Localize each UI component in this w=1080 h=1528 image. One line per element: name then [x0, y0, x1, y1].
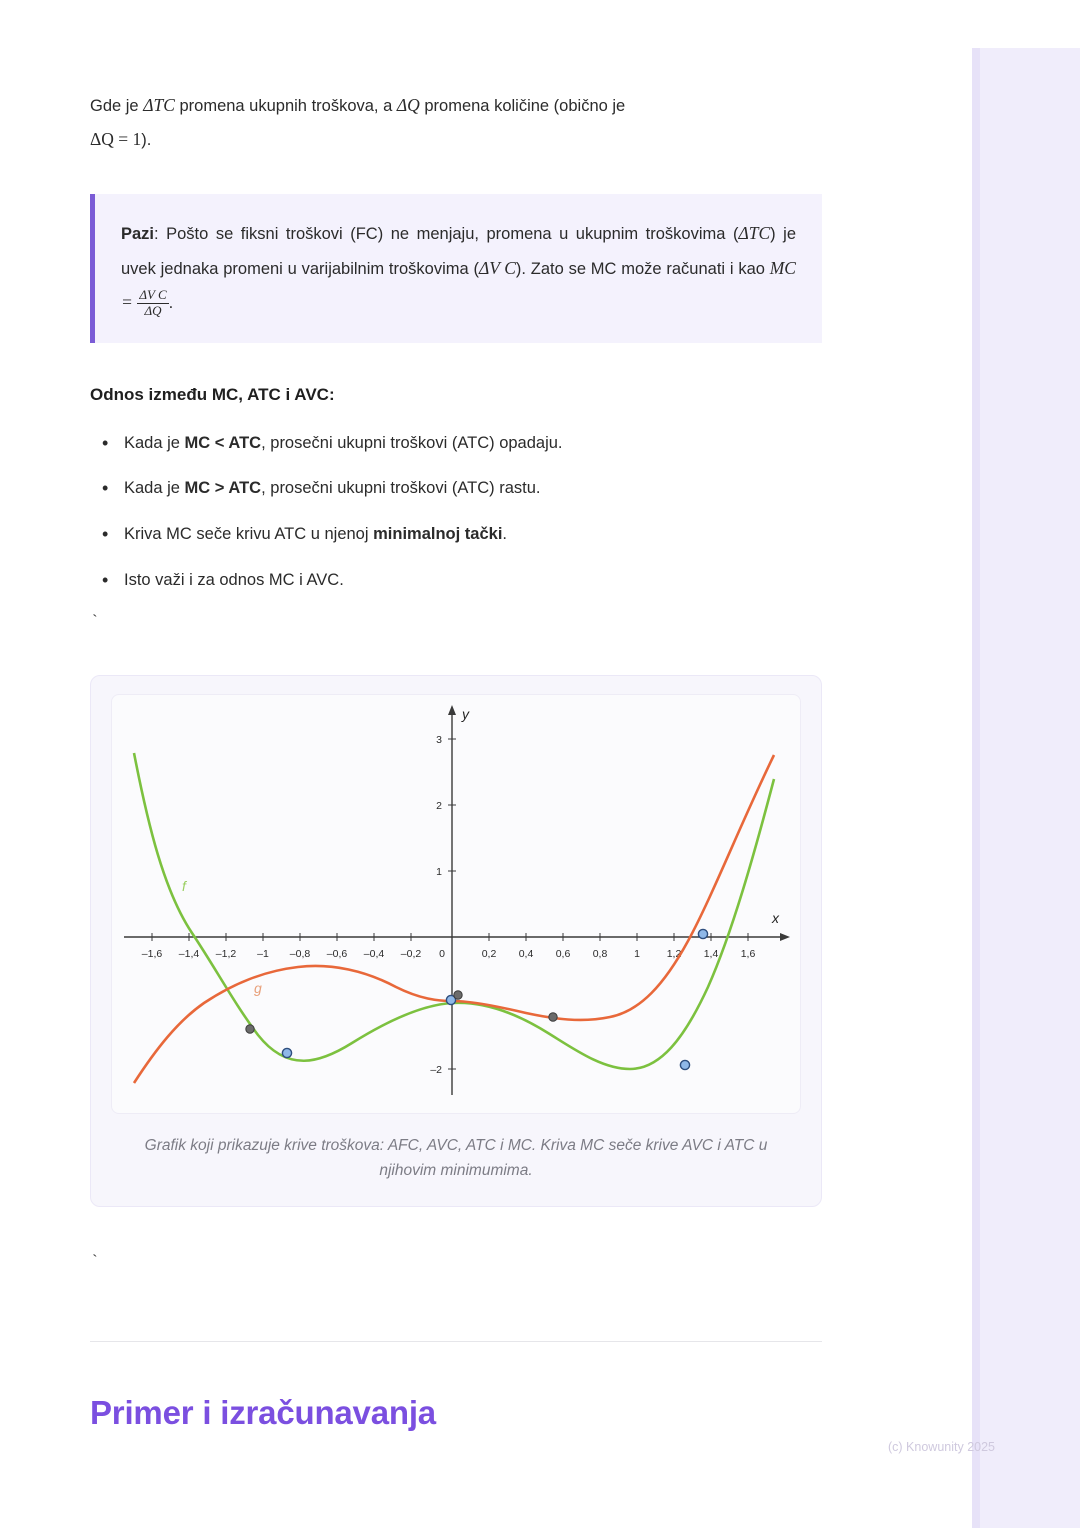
axes [124, 705, 790, 1095]
x-tick: –0,6 [326, 948, 348, 961]
curve-f [134, 753, 774, 1069]
curve-f-label: f [182, 878, 186, 895]
note-formula-period: . [168, 293, 174, 312]
curve-g [134, 755, 774, 1083]
note-formula-fraction [137, 288, 168, 318]
document-content [90, 88, 822, 1432]
y-tick: 1 [436, 866, 442, 879]
note-delta-vc: ΔV C [478, 257, 516, 278]
intro-mid: promena ukupnih troškova, a [174, 97, 397, 115]
section-divider [90, 1341, 822, 1342]
intro-prefix: Gde je [90, 97, 144, 115]
note-formula-numerator: ΔV C [139, 287, 167, 303]
y-tick: 2 [436, 800, 442, 813]
x-tick: –1 [257, 948, 269, 961]
x-tick: –1,4 [178, 948, 200, 961]
stray-backtick-2: ` [90, 1252, 100, 1271]
note-formula-denominator: ΔQ [144, 302, 162, 318]
bullet-pre: Isto važi i za odnos MC i AVC. [124, 570, 344, 589]
note-text-1: : Pošto se fiksni troškovi (FC) ne menjaju, promena u ukupnim troškovima ( [154, 225, 739, 244]
x-tick: 1 [634, 948, 640, 961]
bullet-pre: Kada je [124, 433, 185, 452]
x-tick: 1,2 [666, 948, 682, 961]
intro-line2-tail: ). [141, 131, 152, 150]
x-tick: –1,2 [215, 948, 237, 961]
relationship-list [90, 431, 822, 593]
x-tick: 0,4 [518, 948, 534, 961]
figure-caption: Grafik koji prikazuje krive troškova: AFC, AVC, ATC i MC. Kriva MC seče krive AVC i ATC u njihovim minimumima. [144, 1137, 768, 1179]
graph-canvas [111, 694, 801, 1114]
x-tick: –0,4 [363, 948, 385, 961]
x-tick: 1,6 [740, 948, 756, 961]
x-tick: –0,8 [289, 948, 311, 961]
curve-g-label: g [254, 980, 262, 997]
x-tick: 0,8 [592, 948, 608, 961]
list-item [124, 568, 822, 594]
intro-paragraph [90, 88, 822, 156]
bullet-post: , prosečni ukupni troškovi (ATC) rastu. [261, 479, 541, 498]
x-tick: 0,6 [555, 948, 571, 961]
note-formula-lhs: MC = [121, 257, 796, 312]
note-text-2: ) je uvek jednaka promeni u varijabilnim troškovima ( [121, 225, 796, 278]
note-text-3: ). Zato se MC može računati i kao [515, 259, 770, 278]
intro-delta-q: ΔQ [396, 95, 420, 115]
axis-x-label: x [772, 910, 779, 927]
x-tick: –1,6 [141, 948, 163, 961]
stray-backtick-1: ` [90, 613, 100, 632]
bullet-post: , prosečni ukupni troškovi (ATC) opadaju. [261, 433, 563, 452]
y-tick: –2 [430, 1064, 442, 1077]
bullet-pre: Kriva MC seče krivu ATC u njenoj [124, 524, 374, 543]
bullet-bold: MC < ATC [184, 433, 262, 452]
x-tick: 0 [439, 948, 445, 961]
section-heading: Odnos između MC, ATC i AVC: [90, 384, 335, 404]
bullet-bold: MC > ATC [184, 479, 262, 498]
list-item [124, 476, 822, 502]
y-tick: 3 [436, 734, 442, 747]
list-item [124, 522, 822, 548]
bullet-pre: Kada je [124, 479, 185, 498]
note-callout [90, 194, 822, 343]
page-side-strip-edge [972, 48, 980, 1528]
axis-y-label: y [462, 706, 469, 723]
intro-delta-tc: ΔTC [143, 95, 175, 115]
cost-curves-plot [112, 695, 801, 1113]
bullet-post: . [502, 524, 508, 543]
intro-suffix: promena količine (obično je [419, 97, 626, 115]
watermark: (c) Knowunity 2025 [888, 1440, 996, 1454]
note-delta-tc: ΔTC [738, 223, 771, 244]
intro-line2-math: ΔQ = 1 [90, 129, 142, 150]
x-tick: 1,4 [703, 948, 719, 961]
list-item [124, 431, 822, 457]
bullet-bold: minimalnoj tački [373, 524, 503, 543]
note-label: Pazi [121, 225, 155, 244]
x-tick: 0,2 [481, 948, 497, 961]
page-side-strip [972, 48, 1080, 1528]
graph-figure [90, 675, 822, 1207]
x-tick: –0,2 [400, 948, 422, 961]
page-title: Primer i izračunavanja [90, 1393, 436, 1431]
